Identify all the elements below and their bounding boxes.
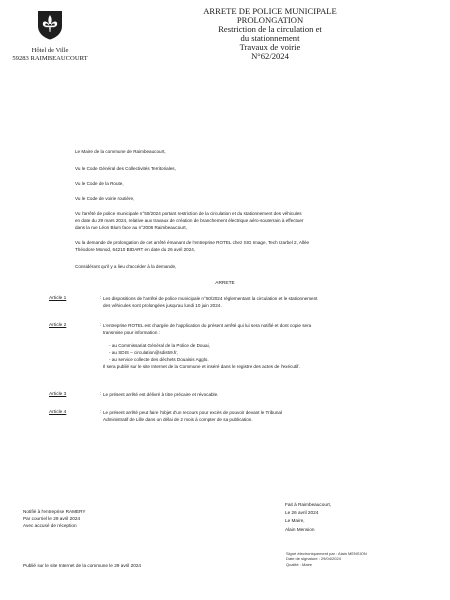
considerant: Considérant qu'il y a lieu d'accéder à la demande, (75, 264, 177, 269)
article-1-text: Les dispositions de l'arrêté de police municipale n°50/2024 réglementant la circulation et le stationnement des véhicules sont prolongées jusqu'au lundi 10 juin 2024. (103, 296, 318, 308)
list-item: - au Commissariat Général de la Police de Douai, (109, 343, 396, 350)
visa-arrete-50: Vu l'arrêté de police municipale n°50/2024 portant restriction de la circulation et du stationnement des véhicules en date du 29 mars 2024, relative aux travaux de création de branchement électrique aéro-souterrain à effectuer dans la rue Léon Blum face au n°2006 Raimbeaucourt, (75, 211, 304, 230)
signature-block: Fait à Raimbeaucourt, Le 26 avril 2024 Le Maire, Alain Mension (285, 502, 332, 532)
mairie-address (10, 47, 90, 63)
title-line: PROLONGATION (236, 14, 304, 25)
title-line: Restriction de la circulation et (218, 23, 322, 34)
article-3-label: Article 3 (49, 392, 67, 397)
mairie-city: 59283 RAIMBEAUCOURT (12, 55, 88, 62)
title-line: Travaux de voirie (239, 41, 301, 52)
article-2-text: L'entreprise ROTEL est chargée de l'application du présent arrêté qui lui sera notifié et dont copie sera transmise pour information : - au Commissariat Général de la Police de Douai, - au SDIS – circulation@sdis59.fr, - au service collecte des déchets Douaisis Agglo. Il sera publié sur le site Internet de la Commune et inséré dans le registre des actes de l'exécutif. (103, 323, 396, 370)
visa-code-voirie: Vu le Code de voirie routière, (75, 196, 135, 201)
title-line: du stationnement (240, 32, 300, 43)
article-1-label: Article 1 (49, 296, 67, 301)
article-4-text: Le présent arrêté peut faire l'objet d'un recours pour excès de pouvoir devant le Tribunal Administratif de Lille dans un délai de 2 mois à compter de sa publication. (103, 410, 282, 422)
visa-code-route: Vu le Code de la Route, (75, 181, 124, 186)
list-item: - au SDIS – circulation@sdis59.fr, (109, 350, 396, 357)
document-title (185, 7, 355, 60)
maire-line: Le Maire de la commune de Raimbeaucourt, (75, 149, 166, 154)
arrete-heading: ARRETE (215, 281, 235, 286)
notification-block: Notifié à l'entreprise RAMERY Par courriel le 29 avril 2024 Avec accusé de réception (23, 509, 86, 528)
article-3-text: Le présent arrêté est délivré à titre précaire et révocable. (103, 392, 219, 397)
recipients-list (103, 343, 396, 364)
fleur-de-lis-logo (37, 10, 63, 40)
arrete-number: N°62/2024 (251, 50, 289, 61)
mairie-name: Hôtel de Ville (31, 47, 69, 54)
list-item: - au service collecte des déchets Douaisis Agglo. (109, 357, 396, 364)
visa-demande-prolongation: Vu la demande de prolongation de cet arrêté émanant de l'entreprise ROTEL chez SIG Image, Tech Izarbel 2, Allée Théodore Monod, 64210 BIDART en date du 26 avril 2024, (75, 240, 310, 252)
visa-cgct: Vu le Code Général des Collectivités Territoriales, (75, 166, 176, 171)
article-4-label: Article 4 (49, 410, 67, 415)
publication-note: Publié sur le site Internet de la commune le 29 avril 2024 (23, 563, 142, 568)
article-2-label: Article 2 (49, 323, 67, 328)
electronic-signature-stamp: Signé électroniquement par : Alain MENSION Date de signature : 29/04/2024 Qualité : Maire (286, 551, 367, 567)
title-line: ARRETE DE POLICE MUNICIPALE (203, 6, 337, 16)
